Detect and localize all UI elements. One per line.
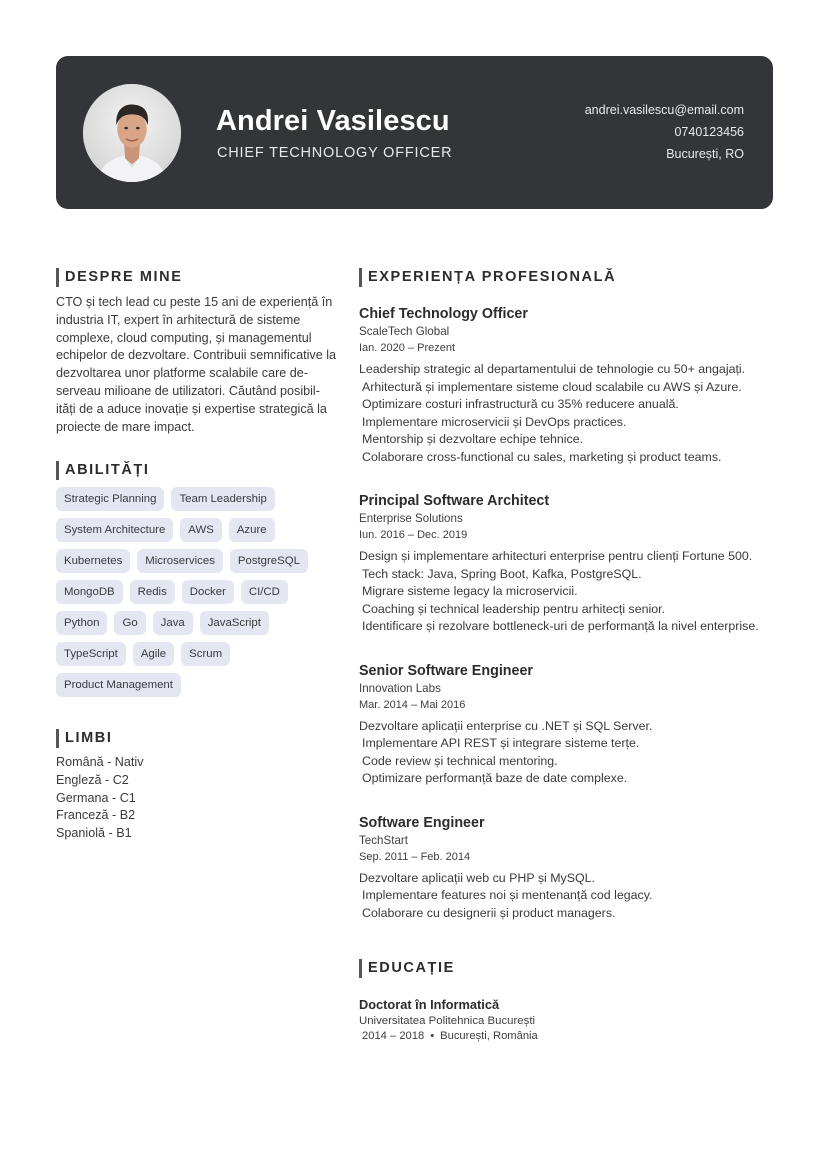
skill-chip: Strategic Planning bbox=[56, 487, 164, 511]
job-entry bbox=[359, 492, 779, 636]
contact-info bbox=[585, 99, 744, 165]
skill-chip: JavaScript bbox=[200, 611, 269, 635]
about-section bbox=[56, 267, 336, 436]
language-item: Spaniolă - B1 bbox=[56, 825, 132, 840]
language-item: Engleză - C2 bbox=[56, 772, 129, 787]
skill-chip: Scrum bbox=[181, 642, 230, 666]
section-heading-text: DESPRE MINE bbox=[65, 269, 183, 285]
job-bullets bbox=[359, 548, 779, 636]
section-heading-text: EDUCAȚIE bbox=[368, 960, 455, 976]
candidate-title: CHIEF TECHNOLOGY OFFICER bbox=[217, 145, 453, 161]
education-location: București, România bbox=[440, 1030, 538, 1042]
job-bullet: Identificare și rezolvare bottleneck-uri de performanță la nivel enterprise. bbox=[362, 619, 759, 633]
skill-chip: AWS bbox=[180, 518, 222, 542]
skill-chip: Redis bbox=[130, 580, 175, 604]
job-bullet: Implementare microservicii și DevOps practices. bbox=[362, 414, 627, 429]
language-item: Germana - C1 bbox=[56, 790, 136, 805]
right-column bbox=[359, 267, 779, 1044]
education-school: Universitatea Politehnica București bbox=[359, 1015, 536, 1027]
job-bullet: Mentorship și dezvoltare echipe tehnice. bbox=[362, 432, 584, 446]
job-bullet: Optimizare costuri infrastructură cu 35% reducere anuală. bbox=[362, 397, 679, 411]
heading-accent-bar bbox=[56, 268, 59, 287]
job-bullet: Implementare API REST și integrare sisteme terțe. bbox=[362, 736, 640, 750]
skill-chip: Agile bbox=[133, 642, 174, 666]
skills-section bbox=[56, 460, 336, 697]
section-heading-about bbox=[56, 267, 336, 287]
section-heading-languages bbox=[56, 728, 336, 748]
avatar bbox=[83, 84, 181, 182]
skill-chip: Microservices bbox=[137, 549, 223, 573]
language-item: Română - Nativ bbox=[56, 755, 144, 770]
education-degree: Doctorat în Informatică bbox=[359, 997, 500, 1012]
job-bullet: Code review și technical mentoring. bbox=[362, 753, 558, 768]
job-entry bbox=[359, 305, 779, 466]
skill-chip: Java bbox=[153, 611, 193, 635]
job-title: Principal Software Architect bbox=[359, 493, 550, 509]
job-bullet: Migrare sisteme legacy la microservicii. bbox=[362, 584, 578, 598]
language-item: Franceză - B2 bbox=[56, 808, 136, 823]
section-heading-skills bbox=[56, 460, 336, 480]
heading-accent-bar bbox=[56, 729, 59, 748]
section-heading-text: EXPERIENȚA PROFESIONALĂ bbox=[368, 269, 617, 285]
job-bullet: Implementare features noi și mentenanță cod legacy. bbox=[362, 888, 653, 902]
language-list bbox=[56, 754, 336, 842]
job-bullet: Arhitectură și implementare sisteme cloud scalabile cu AWS și Azure. bbox=[362, 379, 742, 394]
job-company: ScaleTech Global bbox=[359, 325, 450, 338]
job-bullet: Optimizare performanță baze de date complexe. bbox=[362, 771, 628, 785]
job-bullet: Tech stack: Java, Spring Boot, Kafka, PostgreSQL. bbox=[362, 566, 642, 581]
job-entry bbox=[359, 814, 779, 923]
section-heading-experience bbox=[359, 267, 779, 287]
job-entry bbox=[359, 662, 779, 788]
skill-chip: Kubernetes bbox=[56, 549, 130, 573]
skill-chip: Python bbox=[56, 611, 107, 635]
job-title: Software Engineer bbox=[359, 814, 485, 831]
heading-accent-bar bbox=[56, 461, 59, 480]
section-heading-text: LIMBI bbox=[65, 730, 113, 747]
job-dates: Mar. 2014 – Mai 2016 bbox=[359, 698, 466, 711]
section-heading-text: ABILITĂȚI bbox=[65, 462, 150, 479]
job-bullet: Dezvoltare aplicații web cu PHP și MySQL. bbox=[359, 870, 595, 885]
skill-chip: PostgreSQL bbox=[230, 549, 308, 573]
job-bullets bbox=[359, 361, 779, 466]
left-column bbox=[56, 267, 336, 842]
candidate-name: Andrei Vasilescu bbox=[216, 105, 450, 137]
job-bullet: Colaborare cu designerii și product managers. bbox=[362, 905, 616, 920]
skill-chips bbox=[56, 487, 326, 697]
languages-section bbox=[56, 728, 336, 842]
profile-photo-icon bbox=[83, 84, 181, 182]
education-meta bbox=[359, 1029, 779, 1044]
skill-chip: TypeScript bbox=[56, 642, 126, 666]
separator-dot: • bbox=[430, 1030, 435, 1042]
job-bullets bbox=[359, 870, 779, 923]
job-bullet: Design și implementare arhitecturi enterprise pentru clienți Fortune 500. bbox=[359, 549, 753, 563]
resume-header bbox=[56, 56, 773, 209]
skill-chip: Go bbox=[114, 611, 145, 635]
heading-accent-bar bbox=[359, 959, 362, 978]
skill-chip: Product Management bbox=[56, 673, 181, 697]
skill-chip: CI/CD bbox=[241, 580, 288, 604]
job-dates: Sep. 2011 – Feb. 2014 bbox=[359, 850, 471, 863]
section-heading-education bbox=[359, 958, 779, 978]
education-entry bbox=[359, 997, 779, 1044]
job-bullet: Dezvoltare aplicații enterprise cu .NET și SQL Server. bbox=[359, 718, 653, 733]
education-section bbox=[359, 958, 779, 1044]
heading-accent-bar bbox=[359, 268, 362, 287]
job-company: Enterprise Solutions bbox=[359, 512, 463, 525]
contact-phone[interactable]: 0740123456 bbox=[674, 125, 744, 139]
about-text: CTO și tech lead cu peste 15 ani de experiență în industria IT, expert în arhitectură de sisteme complexe, cloud computing, și managementul echipelor de dezvoltare. Contribuii semnificative la dezvoltarea unor platforme scalabile care de-serveau milioane de utilizatori. Căutând posibil-ități de a aduce inovație și expertise strategică la proiecte de mare impact. bbox=[56, 295, 337, 434]
job-bullets bbox=[359, 718, 779, 788]
job-bullet: Colaborare cross-functional cu sales, marketing și product teams. bbox=[362, 449, 722, 464]
skill-chip: Azure bbox=[229, 518, 275, 542]
skill-chip: Docker bbox=[182, 580, 234, 604]
job-dates: Ian. 2020 – Prezent bbox=[359, 342, 456, 354]
education-years: 2014 – 2018 bbox=[362, 1030, 425, 1042]
contact-location: București, RO bbox=[666, 147, 744, 161]
job-dates: Iun. 2016 – Dec. 2019 bbox=[359, 529, 468, 541]
job-company: TechStart bbox=[359, 833, 408, 847]
job-bullet: Coaching și technical leadership pentru arhitecți senior. bbox=[362, 601, 666, 616]
skill-chip: MongoDB bbox=[56, 580, 123, 604]
job-company: Innovation Labs bbox=[359, 681, 441, 695]
job-title: Chief Technology Officer bbox=[359, 306, 528, 322]
contact-email[interactable]: andrei.vasilescu@email.com bbox=[584, 103, 744, 117]
skill-chip: System Architecture bbox=[56, 518, 173, 542]
job-title: Senior Software Engineer bbox=[359, 662, 533, 679]
skill-chip: Team Leadership bbox=[171, 487, 274, 511]
job-bullet: Leadership strategic al departamentului de tehnologie cu 50+ angajați. bbox=[359, 362, 746, 376]
